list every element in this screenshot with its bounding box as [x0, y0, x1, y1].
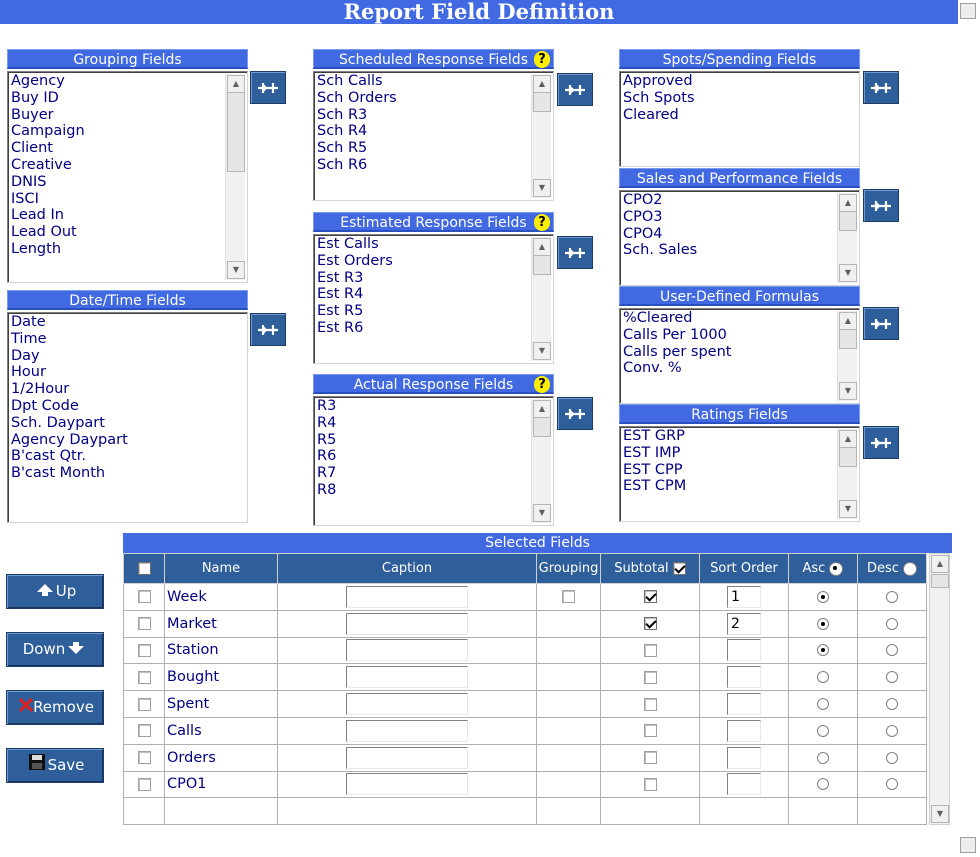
list-item[interactable]: Dpt Code	[11, 397, 79, 414]
scroll-up-button[interactable]: ▲	[839, 430, 857, 448]
row-select-checkbox[interactable]	[138, 644, 151, 657]
sales-scrollbar[interactable]	[837, 193, 857, 283]
selected-fields-panel	[123, 533, 952, 825]
desc-cell	[858, 744, 927, 771]
add-grouping-button[interactable]	[250, 71, 286, 104]
grouping-cell	[537, 771, 601, 798]
row-select-checkbox[interactable]	[138, 724, 151, 737]
row-select-cell	[124, 664, 165, 691]
list-item[interactable]: R5	[317, 431, 337, 448]
list-item[interactable]: Sch Spots	[623, 89, 695, 106]
add-estimated-button[interactable]	[557, 236, 593, 269]
spots-panel-title	[619, 49, 860, 69]
sort-order-cell	[700, 584, 789, 611]
add-field-icon	[257, 81, 279, 100]
remove-label: Remove	[33, 698, 94, 716]
caption-cell	[278, 744, 537, 771]
scroll-up-button[interactable]: ▲	[533, 75, 551, 93]
list-item[interactable]: R6	[317, 448, 337, 465]
subtotal-checkbox[interactable]	[644, 671, 657, 684]
top-corner-box[interactable]	[960, 3, 976, 19]
ratings-fields-panel	[619, 404, 860, 522]
field-name: Week	[165, 584, 278, 611]
add-field-icon	[870, 199, 892, 218]
subtotal-cell	[601, 744, 700, 771]
list-item[interactable]: Calls Per 1000	[623, 326, 727, 343]
sort-order-cell	[700, 717, 789, 744]
scroll-thumb[interactable]	[533, 417, 551, 437]
subtotal-checkbox[interactable]	[644, 751, 657, 764]
list-item[interactable]: Sch R4	[317, 123, 368, 140]
select-all-checkbox[interactable]	[138, 562, 151, 575]
table-row	[124, 610, 927, 637]
actual-listbox[interactable]	[313, 396, 554, 526]
caption-input[interactable]	[346, 720, 468, 742]
sort-order-input[interactable]	[727, 747, 761, 769]
asc-cell	[789, 771, 858, 798]
down-label: Down	[22, 640, 66, 658]
desc-radio[interactable]	[886, 644, 898, 656]
caption-cell	[278, 771, 537, 798]
select-all-header	[124, 554, 165, 584]
asc-radio[interactable]	[817, 698, 829, 710]
scroll-up-button[interactable]: ▲	[227, 75, 245, 93]
desc-radio[interactable]	[886, 671, 898, 683]
scroll-thumb[interactable]	[533, 92, 551, 112]
add-field-icon	[564, 83, 586, 102]
subtotal-cell	[601, 771, 700, 798]
row-select-cell	[124, 610, 165, 637]
up-button[interactable]	[6, 574, 104, 609]
list-item[interactable]: Est Calls	[317, 236, 379, 252]
caption-input[interactable]	[346, 613, 468, 635]
subtotal-checkbox[interactable]	[644, 590, 657, 603]
list-item[interactable]: CPO3	[623, 208, 663, 225]
datetime-panel-title	[7, 290, 248, 310]
asc-cell	[789, 610, 858, 637]
row-select-checkbox[interactable]	[138, 671, 151, 684]
add-datetime-button[interactable]	[250, 313, 286, 346]
actual-panel-title	[313, 374, 554, 394]
spots-fields-panel	[619, 49, 860, 167]
save-label: Save	[47, 756, 85, 774]
estimated-fields-panel	[313, 212, 554, 364]
subtotal-checkbox[interactable]	[644, 644, 657, 657]
desc-cell	[858, 664, 927, 691]
add-field-icon	[564, 407, 586, 426]
add-field-icon	[870, 436, 892, 455]
list-item[interactable]: Sch. Daypart	[11, 414, 105, 431]
field-name: Market	[165, 610, 278, 637]
desc-radio[interactable]	[886, 725, 898, 737]
scroll-thumb[interactable]	[227, 92, 245, 172]
asc-cell	[789, 584, 858, 611]
save-button[interactable]	[6, 748, 104, 783]
caption-cell	[278, 664, 537, 691]
scroll-down-button[interactable]: ▼	[839, 264, 857, 282]
estimated-panel-title-text: Estimated Response Fields	[340, 215, 527, 231]
grouping-checkbox[interactable]	[562, 590, 575, 603]
row-select-checkbox[interactable]	[138, 751, 151, 764]
subtotal-cell	[601, 664, 700, 691]
desc-cell	[858, 771, 927, 798]
list-item[interactable]: Est R5	[317, 303, 364, 320]
sort-order-header: Sort Order	[700, 554, 789, 584]
sort-order-input[interactable]	[727, 666, 761, 688]
scroll-up-button[interactable]: ▲	[839, 312, 857, 330]
list-item[interactable]: Sch Calls	[317, 73, 383, 89]
list-item[interactable]: B'cast Month	[11, 465, 106, 482]
list-item[interactable]: Lead Out	[11, 224, 77, 241]
list-item[interactable]: Calls per spent	[623, 343, 732, 360]
formulas-scrollbar[interactable]	[837, 311, 857, 401]
scroll-down-button[interactable]: ▼	[533, 504, 551, 522]
list-item[interactable]: Sch R5	[317, 140, 368, 157]
asc-radio[interactable]	[817, 725, 829, 737]
grouping-listbox[interactable]	[7, 71, 248, 283]
add-formulas-button[interactable]	[863, 307, 899, 340]
sort-order-cell	[700, 637, 789, 664]
sort-order-cell	[700, 744, 789, 771]
list-item[interactable]: CPO2	[623, 192, 663, 208]
asc-cell	[789, 637, 858, 664]
list-item[interactable]: Campaign	[11, 123, 85, 140]
list-item[interactable]: Cleared	[623, 106, 679, 123]
list-item[interactable]: Sch. Sales	[623, 242, 698, 259]
subtotal-header	[601, 554, 700, 584]
add-actual-button[interactable]	[557, 397, 593, 430]
sort-order-input[interactable]	[727, 693, 761, 715]
grouping-cell	[537, 744, 601, 771]
list-item[interactable]: Day	[11, 347, 40, 364]
caption-cell	[278, 637, 537, 664]
desc-cell	[858, 691, 927, 718]
row-select-cell	[124, 584, 165, 611]
scroll-thumb[interactable]	[533, 255, 551, 275]
sales-fields-panel	[619, 168, 860, 286]
asc-cell	[789, 717, 858, 744]
asc-header	[789, 554, 858, 584]
field-name: Spent	[165, 691, 278, 718]
arrow-up-icon	[37, 575, 53, 608]
caption-input[interactable]	[346, 666, 468, 688]
field-name: Station	[165, 637, 278, 664]
scroll-thumb[interactable]	[839, 329, 857, 349]
add-field-icon	[564, 246, 586, 265]
grid-scroll-up-button[interactable]: ▲	[931, 555, 949, 573]
row-select-checkbox[interactable]	[138, 617, 151, 630]
grouping-cell	[537, 717, 601, 744]
add-sales-button[interactable]	[863, 189, 899, 222]
list-item[interactable]: EST CPM	[623, 478, 687, 495]
ratings-panel-title-text: Ratings Fields	[691, 407, 788, 423]
formulas-panel-title-text: User-Defined Formulas	[659, 289, 819, 305]
table-row	[124, 771, 927, 798]
list-item[interactable]: Creative	[11, 156, 72, 173]
spots-panel-title-text: Spots/Spending Fields	[662, 52, 817, 68]
desc-radio[interactable]	[886, 618, 898, 630]
desc-cell	[858, 637, 927, 664]
list-item[interactable]: Date	[11, 314, 46, 330]
add-ratings-button[interactable]	[863, 426, 899, 459]
desc-header-label: Desc	[866, 561, 899, 576]
caption-input[interactable]	[346, 693, 468, 715]
add-spots-button[interactable]	[863, 71, 899, 104]
sort-order-input[interactable]: 1	[727, 586, 761, 608]
caption-input[interactable]	[346, 747, 468, 769]
datetime-panel-title-text: Date/Time Fields	[69, 293, 186, 309]
scheduled-panel-title-text: Scheduled Response Fields	[339, 52, 528, 68]
list-item[interactable]: Conv. %	[623, 360, 682, 377]
list-item[interactable]: EST CPP	[623, 461, 683, 478]
row-select-cell	[124, 637, 165, 664]
grouping-header: Grouping	[537, 554, 601, 584]
table-row	[124, 637, 927, 664]
datetime-fields-panel	[7, 290, 248, 523]
list-item[interactable]: CPO4	[623, 225, 663, 242]
subtotal-cell	[601, 584, 700, 611]
subtotal-checkbox[interactable]	[644, 778, 657, 791]
grid-scrollbar[interactable]	[929, 553, 950, 825]
list-item[interactable]: Hour	[11, 364, 46, 381]
caption-input[interactable]	[346, 639, 468, 661]
scroll-up-button[interactable]: ▲	[839, 194, 857, 212]
estimated-panel-title	[313, 212, 554, 232]
scroll-down-button[interactable]: ▼	[227, 261, 245, 279]
sort-order-cell	[700, 610, 789, 637]
caption-cell	[278, 717, 537, 744]
desc-cell	[858, 717, 927, 744]
grid-scroll-thumb[interactable]	[931, 574, 949, 588]
up-label: Up	[55, 582, 77, 600]
asc-header-label: Asc	[802, 561, 826, 576]
grid-scroll-down-button[interactable]: ▼	[931, 805, 949, 823]
datetime-listbox[interactable]	[7, 312, 248, 523]
row-select-cell	[124, 717, 165, 744]
caption-header: Caption	[278, 554, 537, 584]
list-item[interactable]: R3	[317, 398, 337, 414]
sort-order-cell	[700, 771, 789, 798]
grouping-fields-panel	[7, 49, 248, 283]
caption-input[interactable]	[346, 773, 468, 795]
list-item[interactable]: Sch Orders	[317, 89, 397, 106]
ratings-scrollbar[interactable]	[837, 429, 857, 519]
floppy-disk-icon	[29, 749, 45, 782]
ratings-panel-title	[619, 404, 860, 424]
row-select-cell	[124, 691, 165, 718]
subtotal-checkbox[interactable]	[644, 617, 657, 630]
list-item[interactable]: Agency Daypart	[11, 431, 128, 448]
down-button[interactable]	[6, 632, 104, 667]
subtotal-checkbox[interactable]	[644, 724, 657, 737]
scroll-down-button[interactable]: ▼	[839, 382, 857, 400]
table-row	[124, 717, 927, 744]
grouping-cell	[537, 637, 601, 664]
scheduled-panel-title	[313, 49, 554, 69]
sort-order-input[interactable]: 2	[727, 613, 761, 635]
list-item[interactable]: Approved	[623, 73, 693, 89]
desc-cell	[858, 584, 927, 611]
subtotal-cell	[601, 691, 700, 718]
sort-order-cell	[700, 664, 789, 691]
list-item[interactable]: R8	[317, 481, 337, 498]
sales-panel-title-text: Sales and Performance Fields	[636, 171, 843, 187]
list-item[interactable]: Lead In	[11, 207, 64, 224]
list-item[interactable]: EST IMP	[623, 444, 681, 461]
scroll-down-button[interactable]: ▼	[839, 500, 857, 518]
name-header: Name	[165, 554, 278, 584]
ratings-listbox[interactable]	[619, 426, 860, 522]
remove-button[interactable]	[6, 690, 104, 725]
list-item[interactable]: R4	[317, 414, 337, 431]
table-row	[124, 744, 927, 771]
help-icon[interactable]: ?	[534, 51, 550, 68]
grouping-panel-title	[7, 49, 248, 69]
help-icon[interactable]: ?	[534, 376, 550, 393]
field-name: CPO1	[165, 771, 278, 798]
table-row-empty	[124, 798, 927, 825]
selected-fields-table	[123, 553, 927, 825]
subtotal-cell	[601, 637, 700, 664]
desc-cell	[858, 610, 927, 637]
desc-header	[858, 554, 927, 584]
asc-all-radio[interactable]	[829, 562, 843, 576]
grouping-cell	[537, 691, 601, 718]
asc-radio[interactable]	[817, 671, 829, 683]
formulas-fields-panel	[619, 286, 860, 404]
caption-cell	[278, 691, 537, 718]
subtotal-header-label: Subtotal	[614, 561, 669, 576]
list-item[interactable]: %Cleared	[623, 310, 693, 326]
bottom-corner-box[interactable]	[960, 837, 976, 853]
list-item[interactable]: 1/2Hour	[11, 381, 70, 398]
list-item[interactable]: Agency	[11, 73, 65, 89]
subtotal-checkbox[interactable]	[644, 698, 657, 711]
row-select-checkbox[interactable]	[138, 698, 151, 711]
asc-cell	[789, 691, 858, 718]
table-row	[124, 691, 927, 718]
grouping-cell	[537, 584, 601, 611]
row-select-checkbox[interactable]	[138, 590, 151, 603]
list-item[interactable]: EST GRP	[623, 428, 685, 444]
row-select-cell	[124, 771, 165, 798]
arrow-down-icon	[68, 633, 84, 666]
field-name: Calls	[165, 717, 278, 744]
list-item[interactable]: ISCI	[11, 190, 39, 207]
list-item[interactable]: Buyer	[11, 106, 54, 123]
estimated-scrollbar[interactable]	[531, 237, 551, 361]
grouping-scrollbar[interactable]	[225, 74, 245, 280]
desc-radio[interactable]	[886, 778, 898, 790]
field-name: Bought	[165, 664, 278, 691]
scroll-up-button[interactable]: ▲	[533, 400, 551, 418]
estimated-listbox[interactable]	[313, 234, 554, 364]
list-item[interactable]: Length	[11, 240, 62, 257]
table-row	[124, 664, 927, 691]
list-item[interactable]: B'cast Qtr.	[11, 448, 86, 465]
subtotal-all-checkbox[interactable]	[673, 562, 686, 575]
scroll-thumb[interactable]	[839, 447, 857, 467]
row-select-checkbox[interactable]	[138, 778, 151, 791]
desc-radio[interactable]	[886, 752, 898, 764]
list-item[interactable]: Sch R6	[317, 156, 368, 173]
add-field-icon	[870, 81, 892, 100]
actual-panel-title-text: Actual Response Fields	[353, 377, 514, 393]
list-item[interactable]: Est R6	[317, 319, 364, 336]
grouping-cell	[537, 610, 601, 637]
sort-order-input[interactable]	[727, 773, 761, 795]
add-scheduled-button[interactable]	[557, 73, 593, 106]
asc-radio[interactable]	[817, 591, 829, 603]
asc-radio[interactable]	[817, 644, 829, 656]
row-select-cell	[124, 744, 165, 771]
scroll-down-button[interactable]: ▼	[533, 342, 551, 360]
list-item[interactable]: Time	[11, 330, 47, 347]
caption-input[interactable]	[346, 586, 468, 608]
add-field-icon	[870, 317, 892, 336]
scheduled-scrollbar[interactable]	[531, 74, 551, 198]
list-item[interactable]: Buy ID	[11, 89, 59, 106]
actual-scrollbar[interactable]	[531, 399, 551, 523]
scheduled-fields-panel	[313, 49, 554, 201]
asc-radio[interactable]	[817, 778, 829, 790]
subtotal-cell	[601, 610, 700, 637]
list-item[interactable]: R7	[317, 465, 337, 482]
sort-order-cell	[700, 691, 789, 718]
field-name: Orders	[165, 744, 278, 771]
desc-all-radio[interactable]	[903, 562, 917, 576]
selected-fields-title: Selected Fields	[123, 533, 952, 553]
caption-cell	[278, 584, 537, 611]
asc-cell	[789, 664, 858, 691]
sales-listbox[interactable]	[619, 190, 860, 286]
x-icon	[19, 691, 33, 724]
page-title: Report Field Definition	[0, 0, 958, 24]
list-item[interactable]: Client	[11, 140, 53, 157]
scheduled-listbox[interactable]	[313, 71, 554, 201]
spots-listbox[interactable]	[619, 71, 860, 167]
formulas-listbox[interactable]	[619, 308, 860, 404]
table-row	[124, 584, 927, 611]
list-item[interactable]: Est Orders	[317, 252, 393, 269]
desc-radio[interactable]	[886, 698, 898, 710]
grouping-cell	[537, 664, 601, 691]
list-item[interactable]: Sch R3	[317, 106, 368, 123]
caption-cell	[278, 610, 537, 637]
list-item[interactable]: DNIS	[11, 173, 47, 190]
list-item[interactable]: Est R3	[317, 269, 364, 286]
add-field-icon	[257, 323, 279, 342]
list-item[interactable]: Est R4	[317, 286, 364, 303]
scroll-thumb[interactable]	[839, 211, 857, 231]
asc-radio[interactable]	[817, 752, 829, 764]
scroll-up-button[interactable]: ▲	[533, 238, 551, 256]
help-icon[interactable]: ?	[534, 214, 550, 231]
asc-radio[interactable]	[817, 618, 829, 630]
scroll-down-button[interactable]: ▼	[533, 179, 551, 197]
asc-cell	[789, 744, 858, 771]
desc-radio[interactable]	[886, 591, 898, 603]
subtotal-cell	[601, 717, 700, 744]
sort-order-input[interactable]	[727, 720, 761, 742]
grouping-panel-title-text: Grouping Fields	[73, 52, 182, 68]
sales-panel-title	[619, 168, 860, 188]
actual-fields-panel	[313, 374, 554, 526]
formulas-panel-title	[619, 286, 860, 306]
sort-order-input[interactable]	[727, 639, 761, 661]
